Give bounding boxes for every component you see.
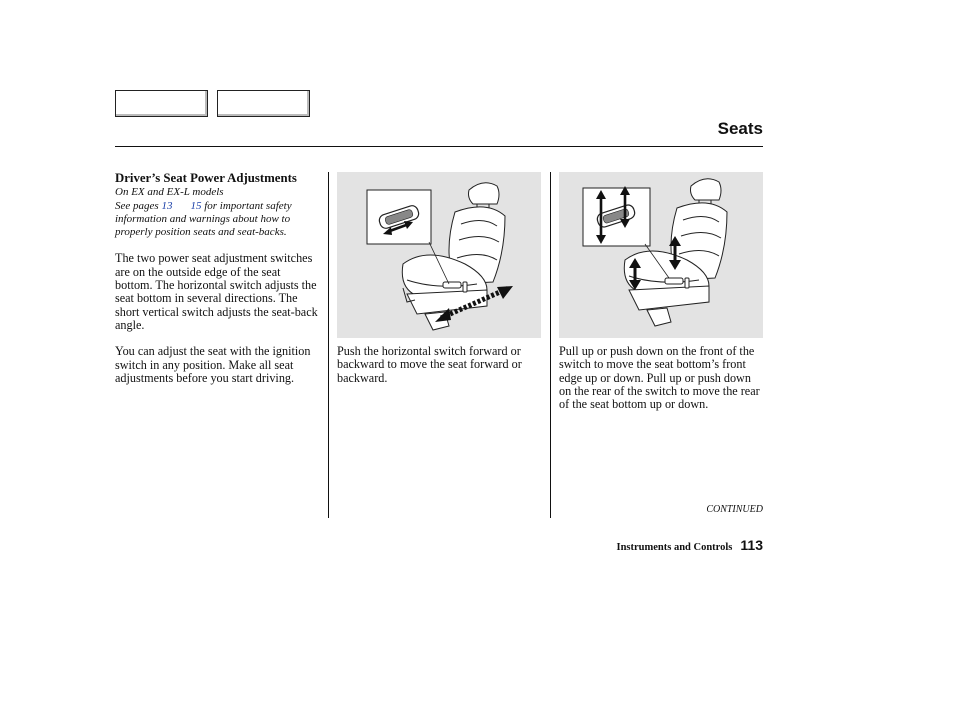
see-suffix: for important safety information and warnings about how to properly position seats and seat-backs. bbox=[115, 199, 292, 239]
safety-reference bbox=[115, 200, 321, 240]
seat-illustration-forward-backward bbox=[337, 172, 541, 338]
nav-button-1[interactable] bbox=[115, 90, 208, 117]
caption-horizontal-switch: Push the horizontal switch forward or backward to move the seat forward or backward. bbox=[337, 344, 522, 385]
page-title: Seats bbox=[717, 119, 763, 138]
figure-horizontal-switch bbox=[337, 172, 541, 338]
adjust-paragraph: You can adjust the seat with the ignition switch in any position. Make all seat adjustments before you start driving. bbox=[115, 344, 311, 385]
intro-paragraph: The two power seat adjustment switches are on the outside edge of the seat bottom. The horizontal switch adjusts the seat bottom in several directions. The short vertical switch adjusts the seat-back angle. bbox=[115, 251, 318, 332]
caption-vertical-adjust: Pull up or push down on the front of the switch to move the seat bottom’s front edge up or down. Pull up or push down on the rear of the switch to move the rear of the seat bottom up or down. bbox=[559, 344, 760, 412]
page-link-15[interactable]: 15 bbox=[190, 199, 202, 212]
page-footer bbox=[616, 537, 763, 555]
column-divider-1 bbox=[328, 172, 329, 518]
page-link-13[interactable]: 13 bbox=[161, 199, 173, 212]
nav-button-2[interactable] bbox=[217, 90, 310, 117]
model-note: On EX and EX-L models bbox=[115, 186, 224, 199]
column-divider-2 bbox=[550, 172, 551, 518]
page-number: 113 bbox=[740, 537, 763, 553]
figure-vertical-adjust bbox=[559, 172, 763, 338]
continued-label: CONTINUED bbox=[706, 504, 763, 515]
see-prefix: See pages bbox=[115, 199, 162, 212]
section-heading: Driver’s Seat Power Adjustments bbox=[115, 171, 297, 185]
footer-section: Instruments and Controls bbox=[616, 542, 733, 553]
column-intro bbox=[115, 172, 321, 385]
seat-illustration-up-down bbox=[559, 172, 763, 338]
header-rule bbox=[115, 146, 763, 147]
